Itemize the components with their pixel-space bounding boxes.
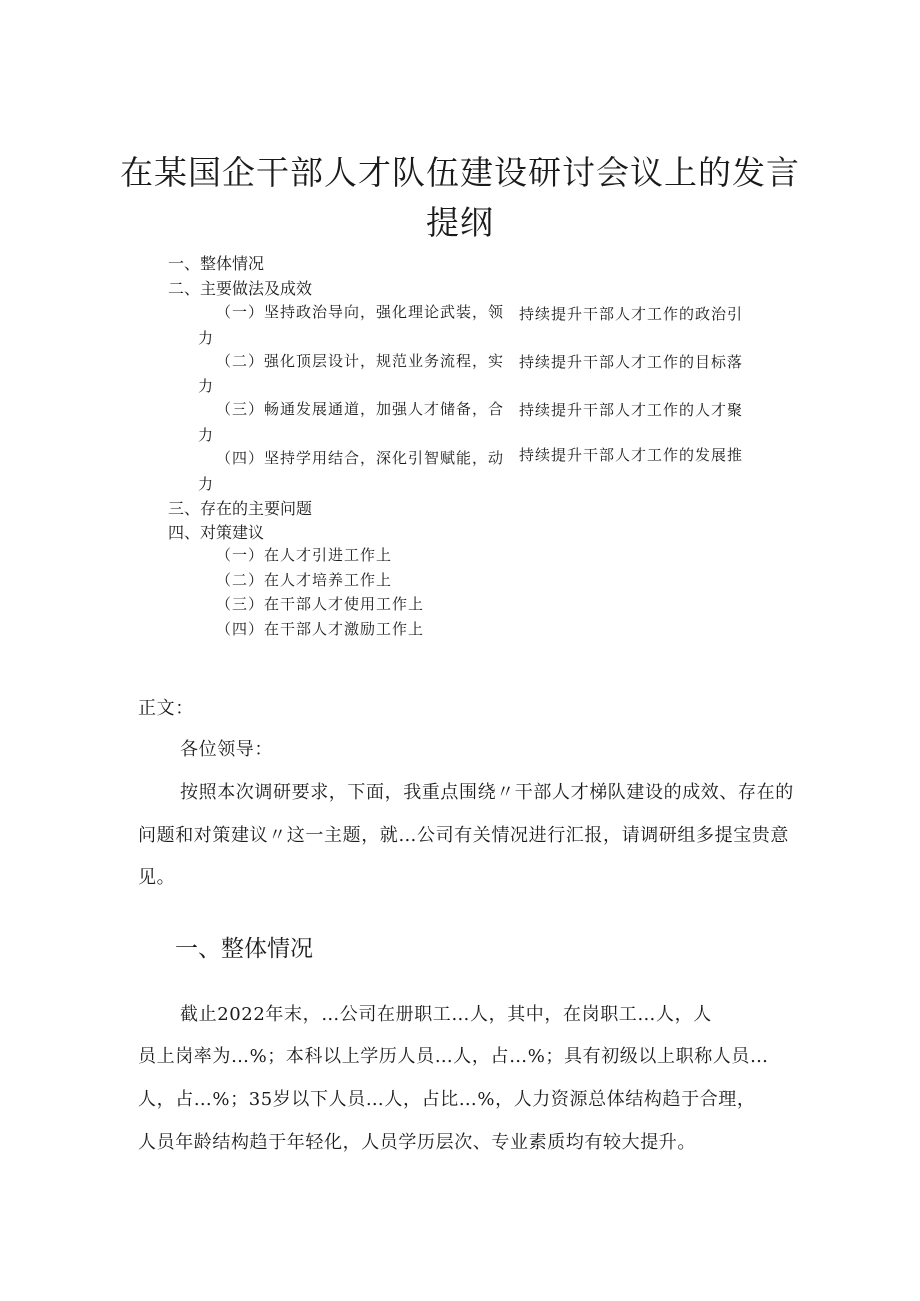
outline-item-2-2-cont: 力 xyxy=(198,377,214,395)
outline-item-2-3-tail: 持续提升干部人才工作的人才聚 xyxy=(519,401,744,419)
intro-line-1: 按照本次调研要求，下面，我重点围绕〃干部人才梯队建设的成效、存在的 xyxy=(180,782,794,803)
outline-item-2-1: （一）坚持政治导向，强化理论武装，领 xyxy=(216,303,505,321)
outline-item-2-3: （三）畅通发展通道，加强人才储备，合 xyxy=(216,400,505,418)
outline-item-2-4-cont: 力 xyxy=(198,475,214,493)
paragraph-line-1: 截止2022年末，…公司在册职工…人，其中，在岗职工…人，人 xyxy=(180,1004,712,1025)
outline-section-4: 四、对策建议 xyxy=(168,523,265,542)
outline-section-1: 一、整体情况 xyxy=(168,254,265,273)
outline-item-2-3-cont: 力 xyxy=(198,426,214,444)
outline-section-2: 二、主要做法及成效 xyxy=(168,279,313,298)
intro-line-3: 见。 xyxy=(138,867,176,888)
intro-line-2: 问题和对策建议〃这一主题，就…公司有关情况进行汇报，请调研组多提宝贵意 xyxy=(138,825,789,846)
paragraph-line-2: 员上岗率为…%；本科以上学历人员…人，占…%；具有初级以上职称人员… xyxy=(138,1046,769,1067)
outline-item-2-1-tail: 持续提升干部人才工作的政治引 xyxy=(519,305,744,323)
section-heading-1: 一、整体情况 xyxy=(175,936,313,962)
outline-item-4-4: （四）在干部人才激励工作上 xyxy=(216,620,425,638)
outline-item-2-4-tail: 持续提升干部人才工作的发展推 xyxy=(519,446,744,464)
outline-item-2-2-tail: 持续提升干部人才工作的目标落 xyxy=(519,353,744,371)
outline-item-2-2: （二）强化顶层设计，规范业务流程，实 xyxy=(216,352,505,370)
document-title: 在某国企干部人才队伍建设研讨会议上的发言 xyxy=(120,153,800,192)
outline-item-4-2: （二）在人才培养工作上 xyxy=(216,571,393,589)
salutation: 各位领导： xyxy=(180,739,273,760)
outline-item-2-4: （四）坚持学用结合，深化引智赋能，动 xyxy=(216,449,505,467)
outline-item-4-1: （一）在人才引进工作上 xyxy=(216,546,393,564)
outline-item-2-1-cont: 力 xyxy=(198,329,214,347)
outline-section-3: 三、存在的主要问题 xyxy=(168,499,313,518)
body-label: 正文： xyxy=(138,698,194,719)
paragraph-line-4: 人员年龄结构趋于年轻化，人员学历层次、专业素质均有较大提升。 xyxy=(138,1132,696,1153)
outline-item-4-3: （三）在干部人才使用工作上 xyxy=(216,595,425,613)
paragraph-line-3: 人，占…%；35岁以下人员…人，占比…%，人力资源总体结构趋于合理， xyxy=(138,1089,756,1110)
document-title-line2: 提纲 xyxy=(426,203,494,242)
